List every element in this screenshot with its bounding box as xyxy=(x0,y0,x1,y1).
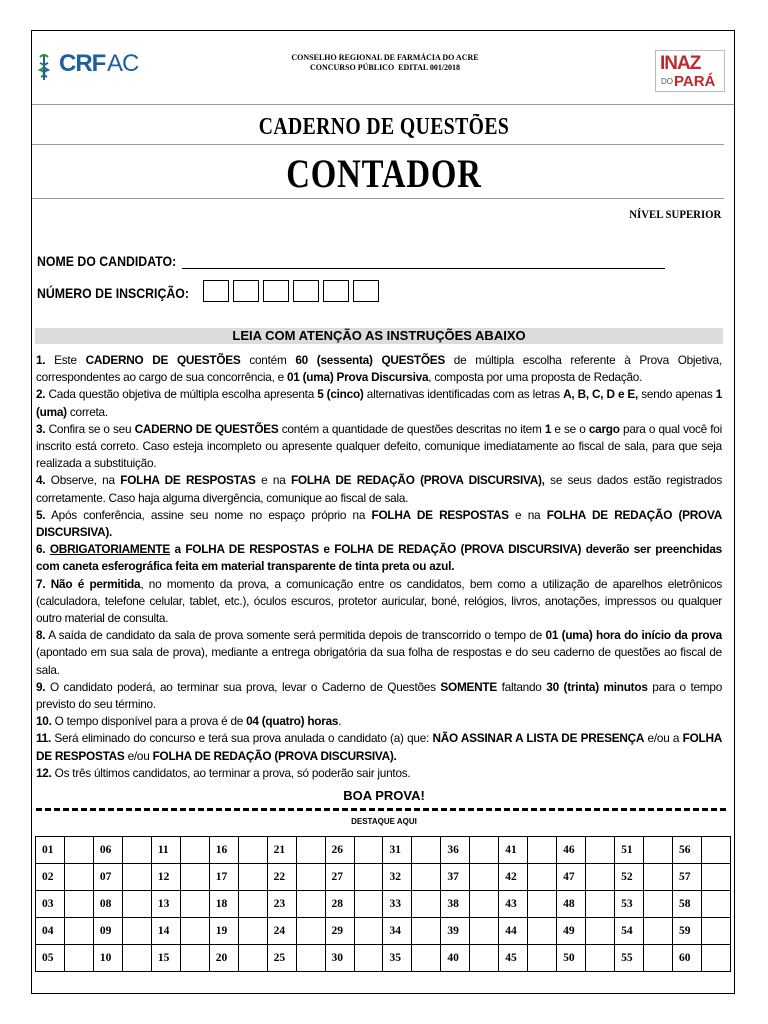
logo-inaz-text: INAZ xyxy=(660,53,701,74)
answer-cell[interactable] xyxy=(238,864,267,891)
instruction-item: 11. Será eliminado do concurso e terá sua prova anulada o candidato (a) que: NÃO ASSINAR A LISTA DE PRESENÇA e/ou a FOLHA DE RESPOSTAS e/ou FOLHA DE REDAÇÃO (PROVA DISCURSIVA). xyxy=(36,731,723,763)
question-number-cell: 14 xyxy=(151,918,180,945)
answer-cell[interactable] xyxy=(701,945,730,972)
logo-ac-text: AC xyxy=(107,50,139,77)
answer-cell[interactable] xyxy=(180,864,209,891)
registration-digit-box[interactable] xyxy=(293,280,319,302)
question-number-cell: 19 xyxy=(209,918,238,945)
position-title: CONTADOR xyxy=(286,151,482,196)
answer-cell[interactable] xyxy=(412,918,441,945)
question-number-cell: 05 xyxy=(36,945,65,972)
answer-cell[interactable] xyxy=(64,837,93,864)
question-number-cell: 21 xyxy=(267,837,296,864)
question-number-cell: 56 xyxy=(672,837,701,864)
question-number-cell: 11 xyxy=(151,837,180,864)
answer-cell[interactable] xyxy=(180,945,209,972)
question-number-cell: 37 xyxy=(441,864,470,891)
answer-cell[interactable] xyxy=(528,864,557,891)
question-number-cell: 50 xyxy=(557,945,586,972)
question-number-cell: 45 xyxy=(499,945,528,972)
question-number-cell: 18 xyxy=(209,891,238,918)
answer-cell[interactable] xyxy=(238,891,267,918)
answer-cell[interactable] xyxy=(470,945,499,972)
question-number-cell: 31 xyxy=(383,837,412,864)
logo-para-text: PARÁ xyxy=(674,73,716,90)
question-number-cell: 12 xyxy=(151,864,180,891)
registration-number-boxes xyxy=(203,280,379,302)
answer-cell[interactable] xyxy=(296,891,325,918)
question-number-cell: 27 xyxy=(325,864,354,891)
question-number-cell: 39 xyxy=(441,918,470,945)
answer-row xyxy=(36,918,731,945)
question-number-cell: 42 xyxy=(499,864,528,891)
question-number-cell: 33 xyxy=(383,891,412,918)
candidate-name-label: NOME DO CANDIDATO: xyxy=(37,253,177,269)
answer-cell[interactable] xyxy=(701,864,730,891)
question-number-cell: 44 xyxy=(499,918,528,945)
inaz-do-para-logo xyxy=(655,50,725,92)
answer-cell[interactable] xyxy=(122,945,151,972)
question-number-cell: 07 xyxy=(93,864,122,891)
instruction-item: 1. Este CADERNO DE QUESTÕES contém 60 (sessenta) QUESTÕES de múltipla escolha referente à Prova Objetiva, correspondentes ao cargo de sua concorrência, e 01 (uma) Prova Discursiva, composta por uma proposta de Redação. xyxy=(36,353,722,385)
registration-digit-box[interactable] xyxy=(203,280,229,302)
level-label: NÍVEL SUPERIOR xyxy=(628,207,721,221)
answer-cell[interactable] xyxy=(64,945,93,972)
answer-cell[interactable] xyxy=(412,891,441,918)
answer-cell[interactable] xyxy=(644,864,673,891)
logo-crf-text: CRF xyxy=(59,50,106,77)
answer-cell[interactable] xyxy=(586,864,615,891)
answer-cell[interactable] xyxy=(238,945,267,972)
question-number-cell: 32 xyxy=(383,864,412,891)
answer-row xyxy=(36,864,731,891)
answer-cell[interactable] xyxy=(354,891,383,918)
question-number-cell: 15 xyxy=(151,945,180,972)
answer-cell[interactable] xyxy=(701,837,730,864)
candidate-name-field[interactable] xyxy=(182,268,665,269)
answer-cell[interactable] xyxy=(470,837,499,864)
registration-digit-box[interactable] xyxy=(323,280,349,302)
logo-do-text: DO xyxy=(661,77,673,86)
answer-row xyxy=(36,945,731,972)
instruction-item: 6. OBRIGATORIAMENTE a FOLHA DE RESPOSTAS e FOLHA DE REDAÇÃO (PROVA DISCURSIVA) deverão ser preenchidas com caneta esferográfica feita em material transparente de tinta preta ou azul. xyxy=(36,542,722,574)
answer-cell[interactable] xyxy=(470,891,499,918)
question-number-cell: 04 xyxy=(36,918,65,945)
answer-cell[interactable] xyxy=(586,837,615,864)
question-number-cell: 23 xyxy=(267,891,296,918)
question-number-cell: 34 xyxy=(383,918,412,945)
answer-cell[interactable] xyxy=(180,837,209,864)
question-number-cell: 28 xyxy=(325,891,354,918)
question-number-cell: 57 xyxy=(672,864,701,891)
registration-digit-box[interactable] xyxy=(263,280,289,302)
registration-digit-box[interactable] xyxy=(353,280,379,302)
answer-cell[interactable] xyxy=(296,918,325,945)
answer-cell[interactable] xyxy=(296,837,325,864)
answer-cell[interactable] xyxy=(586,918,615,945)
answer-cell[interactable] xyxy=(586,891,615,918)
answer-cell[interactable] xyxy=(180,891,209,918)
booklet-title: CADERNO DE QUESTÕES xyxy=(258,114,510,140)
question-number-cell: 35 xyxy=(383,945,412,972)
question-number-cell: 20 xyxy=(209,945,238,972)
question-number-cell: 48 xyxy=(557,891,586,918)
answer-cell[interactable] xyxy=(180,918,209,945)
answer-cell[interactable] xyxy=(64,891,93,918)
question-number-cell: 60 xyxy=(672,945,701,972)
answer-cell[interactable] xyxy=(528,837,557,864)
instruction-item: 3. Confira se o seu CADERNO DE QUESTÕES contém a quantidade de questões descritas no item 1 e se o cargo para o qual você foi inscrito está correto. Caso esteja incompleto ou apresente qualquer defeito, comunique imediatamente ao fiscal de sala, para que seja realizada a substituição. xyxy=(36,421,722,471)
org-name: CONSELHO REGIONAL DE FARMÁCIA DO ACRE xyxy=(291,53,479,62)
instruction-item: 4. Observe, na FOLHA DE RESPOSTAS e na FOLHA DE REDAÇÃO (PROVA DISCURSIVA), se seus dados estão registrados corretamente. Caso haja alguma divergência, comunique ao fiscal de sala. xyxy=(36,473,723,505)
question-number-cell: 24 xyxy=(267,918,296,945)
answer-cell[interactable] xyxy=(701,891,730,918)
answer-cell[interactable] xyxy=(122,837,151,864)
answer-cell[interactable] xyxy=(64,918,93,945)
answer-cell[interactable] xyxy=(644,837,673,864)
question-number-cell: 49 xyxy=(557,918,586,945)
cut-line xyxy=(36,808,726,811)
question-number-cell: 46 xyxy=(557,837,586,864)
instructions-banner: LEIA COM ATENÇÃO AS INSTRUÇÕES ABAIXO xyxy=(35,328,723,344)
question-number-cell: 43 xyxy=(499,891,528,918)
answer-cell[interactable] xyxy=(238,837,267,864)
answer-cell[interactable] xyxy=(412,837,441,864)
answer-cell[interactable] xyxy=(644,918,673,945)
instruction-item: 10. O tempo disponível para a prova é de 04 (quatro) horas. xyxy=(36,714,342,729)
question-number-cell: 29 xyxy=(325,918,354,945)
question-number-cell: 30 xyxy=(325,945,354,972)
question-number-cell: 22 xyxy=(267,864,296,891)
question-number-cell: 54 xyxy=(615,918,644,945)
answer-cell[interactable] xyxy=(412,864,441,891)
question-number-cell: 52 xyxy=(615,864,644,891)
registration-digit-box[interactable] xyxy=(233,280,259,302)
answer-cell[interactable] xyxy=(122,918,151,945)
question-number-cell: 25 xyxy=(267,945,296,972)
question-number-cell: 55 xyxy=(615,945,644,972)
answer-row xyxy=(36,837,731,864)
question-number-cell: 02 xyxy=(36,864,65,891)
question-number-cell: 51 xyxy=(615,837,644,864)
question-number-cell: 03 xyxy=(36,891,65,918)
answer-row xyxy=(36,891,731,918)
question-number-cell: 09 xyxy=(93,918,122,945)
answer-cell[interactable] xyxy=(586,945,615,972)
organization-header xyxy=(240,53,530,73)
cut-here-label: DESTAQUE AQUI xyxy=(351,817,417,826)
question-number-cell: 40 xyxy=(441,945,470,972)
question-number-cell: 26 xyxy=(325,837,354,864)
question-number-cell: 17 xyxy=(209,864,238,891)
question-number-cell: 53 xyxy=(615,891,644,918)
instruction-item: 9. O candidato poderá, ao terminar sua prova, levar o Caderno de Questões SOMENTE faltando 30 (trinta) minutos para o tempo previsto do seu término. xyxy=(36,679,723,712)
title-rule-bottom xyxy=(32,198,724,199)
question-number-cell: 47 xyxy=(557,864,586,891)
answer-cell[interactable] xyxy=(528,891,557,918)
question-number-cell: 41 xyxy=(499,837,528,864)
answer-cell[interactable] xyxy=(354,864,383,891)
answer-cell[interactable] xyxy=(644,891,673,918)
question-number-cell: 01 xyxy=(36,837,65,864)
question-number-cell: 08 xyxy=(93,891,122,918)
instruction-item: 12. Os três últimos candidatos, ao terminar a prova, só poderão sair juntos. xyxy=(36,765,411,780)
answer-cell[interactable] xyxy=(64,864,93,891)
answer-cell[interactable] xyxy=(644,945,673,972)
question-number-cell: 59 xyxy=(672,918,701,945)
answer-cell[interactable] xyxy=(354,918,383,945)
answer-cell[interactable] xyxy=(238,918,267,945)
answer-cell[interactable] xyxy=(354,837,383,864)
question-number-cell: 36 xyxy=(441,837,470,864)
instruction-item: 8. A saída de candidato da sala de prova somente será permitida depois de transcorrido o tempo de 01 (uma) hora do início da prova (apontado em sua sala de prova), mediante a entrega obrigatória da sua folha de respostas e do seu caderno de questões ao fiscal de sala. xyxy=(36,628,722,677)
instructions-list xyxy=(36,352,722,782)
question-number-cell: 06 xyxy=(93,837,122,864)
instruction-item: 2. Cada questão objetiva de múltipla escolha apresenta 5 (cinco) alternativas identificadas com as letras A, B, C, D e E, sendo apenas 1 (uma) correta. xyxy=(36,387,722,419)
answer-cell[interactable] xyxy=(296,945,325,972)
answer-cell[interactable] xyxy=(412,945,441,972)
title-rule-top xyxy=(32,144,724,145)
question-number-cell: 10 xyxy=(93,945,122,972)
good-luck-message: BOA PROVA! xyxy=(343,788,425,803)
instruction-item: 7. Não é permitida, no momento da prova, a comunicação entre os candidatos, bem como a utilização de aparelhos eletrônicos (calculadora, telefone celular, tablet, etc.), óculos escuros, protetor auricular, boné, relógios, livros, anotações, impressos ou qualquer outro material de consulta. xyxy=(36,576,722,626)
answer-cell[interactable] xyxy=(354,945,383,972)
answer-key-table xyxy=(35,836,731,972)
question-number-cell: 13 xyxy=(151,891,180,918)
answer-cell[interactable] xyxy=(296,864,325,891)
answer-cell[interactable] xyxy=(701,918,730,945)
header-rule xyxy=(32,104,734,105)
question-number-cell: 58 xyxy=(672,891,701,918)
answer-cell[interactable] xyxy=(470,864,499,891)
answer-cell[interactable] xyxy=(528,918,557,945)
answer-cell[interactable] xyxy=(528,945,557,972)
answer-cell[interactable] xyxy=(122,891,151,918)
registration-number-label: NÚMERO DE INSCRIÇÃO: xyxy=(37,285,189,301)
answer-cell[interactable] xyxy=(470,918,499,945)
question-number-cell: 38 xyxy=(441,891,470,918)
instruction-item: 5. Após conferência, assine seu nome no espaço próprio na FOLHA DE RESPOSTAS e na FOLHA DE REDAÇÃO (PROVA DISCURSIVA). xyxy=(36,507,722,540)
answer-cell[interactable] xyxy=(122,864,151,891)
crf-ac-logo xyxy=(37,48,141,86)
question-number-cell: 16 xyxy=(209,837,238,864)
edital-line: CONCURSO PÚBLICO EDITAL 001/2018 xyxy=(309,63,461,72)
